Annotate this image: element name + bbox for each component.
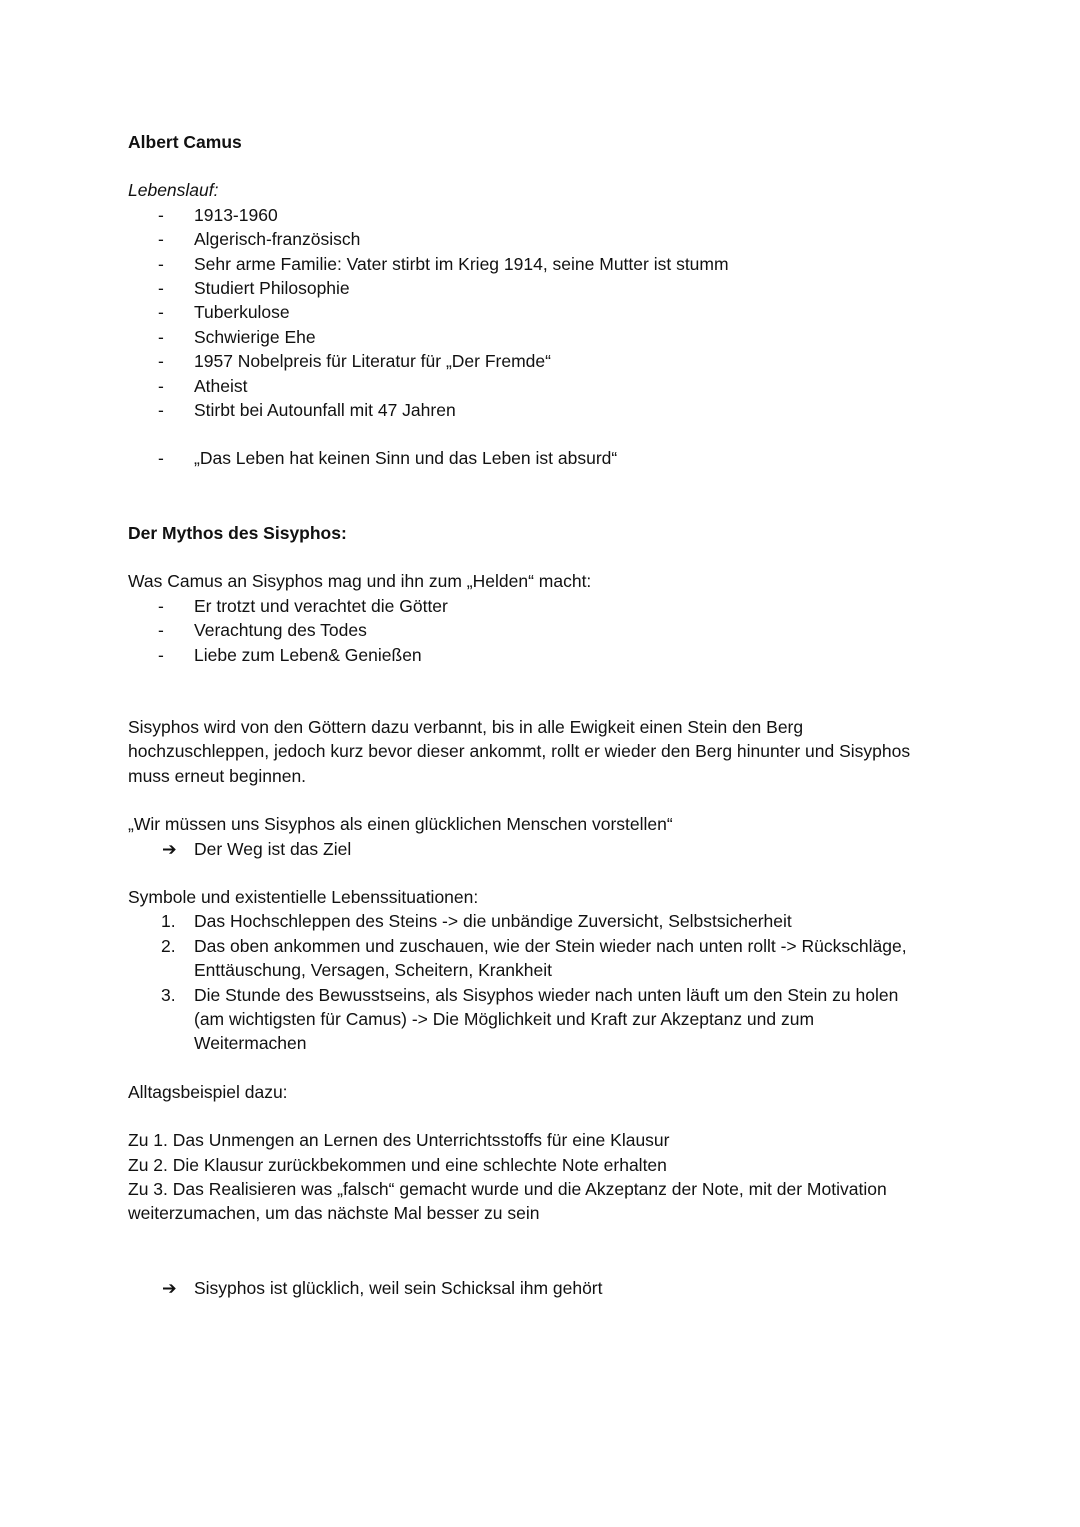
list-item: 2. Das oben ankommen und zuschauen, wie der Stein wieder nach unten rollt -> Rückschläge, Enttäuschung, Versagen, Scheitern, Krankheit: [161, 935, 907, 981]
mythos-intro: Was Camus an Sisyphos mag und ihn zum „Helden“ macht:: [128, 571, 592, 592]
lebenslauf-list: [128, 203, 960, 423]
list-item: 3. Die Stunde des Bewusstseins, als Sisyphos wieder nach unten läuft um den Stein zu holen (am wichtigsten für Camus) -> Die Möglichkeit und Kraft zur Akzeptanz und zum Weitermachen: [161, 984, 899, 1054]
lebenslauf-quote-list: [128, 446, 960, 470]
lebenslauf-heading: Lebenslauf:: [128, 180, 219, 201]
arrow-right-icon: ➔: [162, 838, 177, 859]
list-item: - Atheist: [158, 375, 248, 396]
alltag-heading: Alltagsbeispiel dazu:: [128, 1081, 288, 1102]
list-item: - Sehr arme Familie: Vater stirbt im Krieg 1914, seine Mutter ist stumm: [158, 253, 729, 274]
quote-conclusion: ➔ Der Weg ist das Ziel: [128, 837, 960, 861]
list-item: - Tuberkulose: [158, 302, 290, 323]
arrow-right-icon: ➔: [162, 1277, 177, 1298]
camus-quote: - „Das Leben hat keinen Sinn und das Leben ist absurd“: [158, 448, 618, 469]
mythos-paragraph: Sisyphos wird von den Göttern dazu verbannt, bis in alle Ewigkeit einen Stein den Berg hochzuschleppen, jedoch kurz bevor dieser ankommt, rollt er wieder den Berg hinunter und Sisyphos muss erneut beginnen.: [128, 716, 911, 786]
list-item: 1. Das Hochschleppen des Steins -> die unbändige Zuversicht, Selbstsicherheit: [161, 911, 792, 932]
list-item: - Studiert Philosophie: [158, 278, 350, 299]
list-item: - Schwierige Ehe: [158, 326, 316, 347]
list-item: - Algerisch-französisch: [158, 229, 361, 250]
symbole-heading: Symbole und existentielle Lebenssituationen:: [128, 886, 479, 907]
final-conclusion: ➔ Sisyphos ist glücklich, weil sein Schicksal ihm gehört: [128, 1276, 960, 1300]
alltag-examples: Zu 1. Das Unmengen an Lernen des Unterrichtsstoffs für eine Klausur Zu 2. Die Klausur zurückbekommen und eine schlechte Note erhalten Zu 3. Das Realisieren was „falsch“ gemacht wurde und die Akzeptanz der Note, mit der Motivation weiterzumachen, um das nächste Mal besser zu sein: [128, 1130, 887, 1224]
symbole-list: [128, 909, 960, 1055]
mythos-heading: Der Mythos des Sisyphos:: [128, 522, 347, 543]
list-item: - 1913-1960: [158, 204, 278, 225]
mythos-list: [128, 594, 960, 667]
sisyphos-quote: „Wir müssen uns Sisyphos als einen glücklichen Menschen vorstellen“: [128, 814, 673, 835]
list-item: - 1957 Nobelpreis für Literatur für „Der Fremde“: [158, 351, 551, 372]
final-conclusion-list: [128, 1276, 960, 1300]
list-item: - Verachtung des Todes: [158, 620, 367, 641]
list-item: - Er trotzt und verachtet die Götter: [158, 595, 448, 616]
quote-conclusion-list: [128, 837, 960, 861]
list-item: - Liebe zum Leben& Genießen: [158, 644, 422, 665]
document-title: Albert Camus: [128, 132, 242, 152]
list-item: - Stirbt bei Autounfall mit 47 Jahren: [158, 400, 456, 421]
